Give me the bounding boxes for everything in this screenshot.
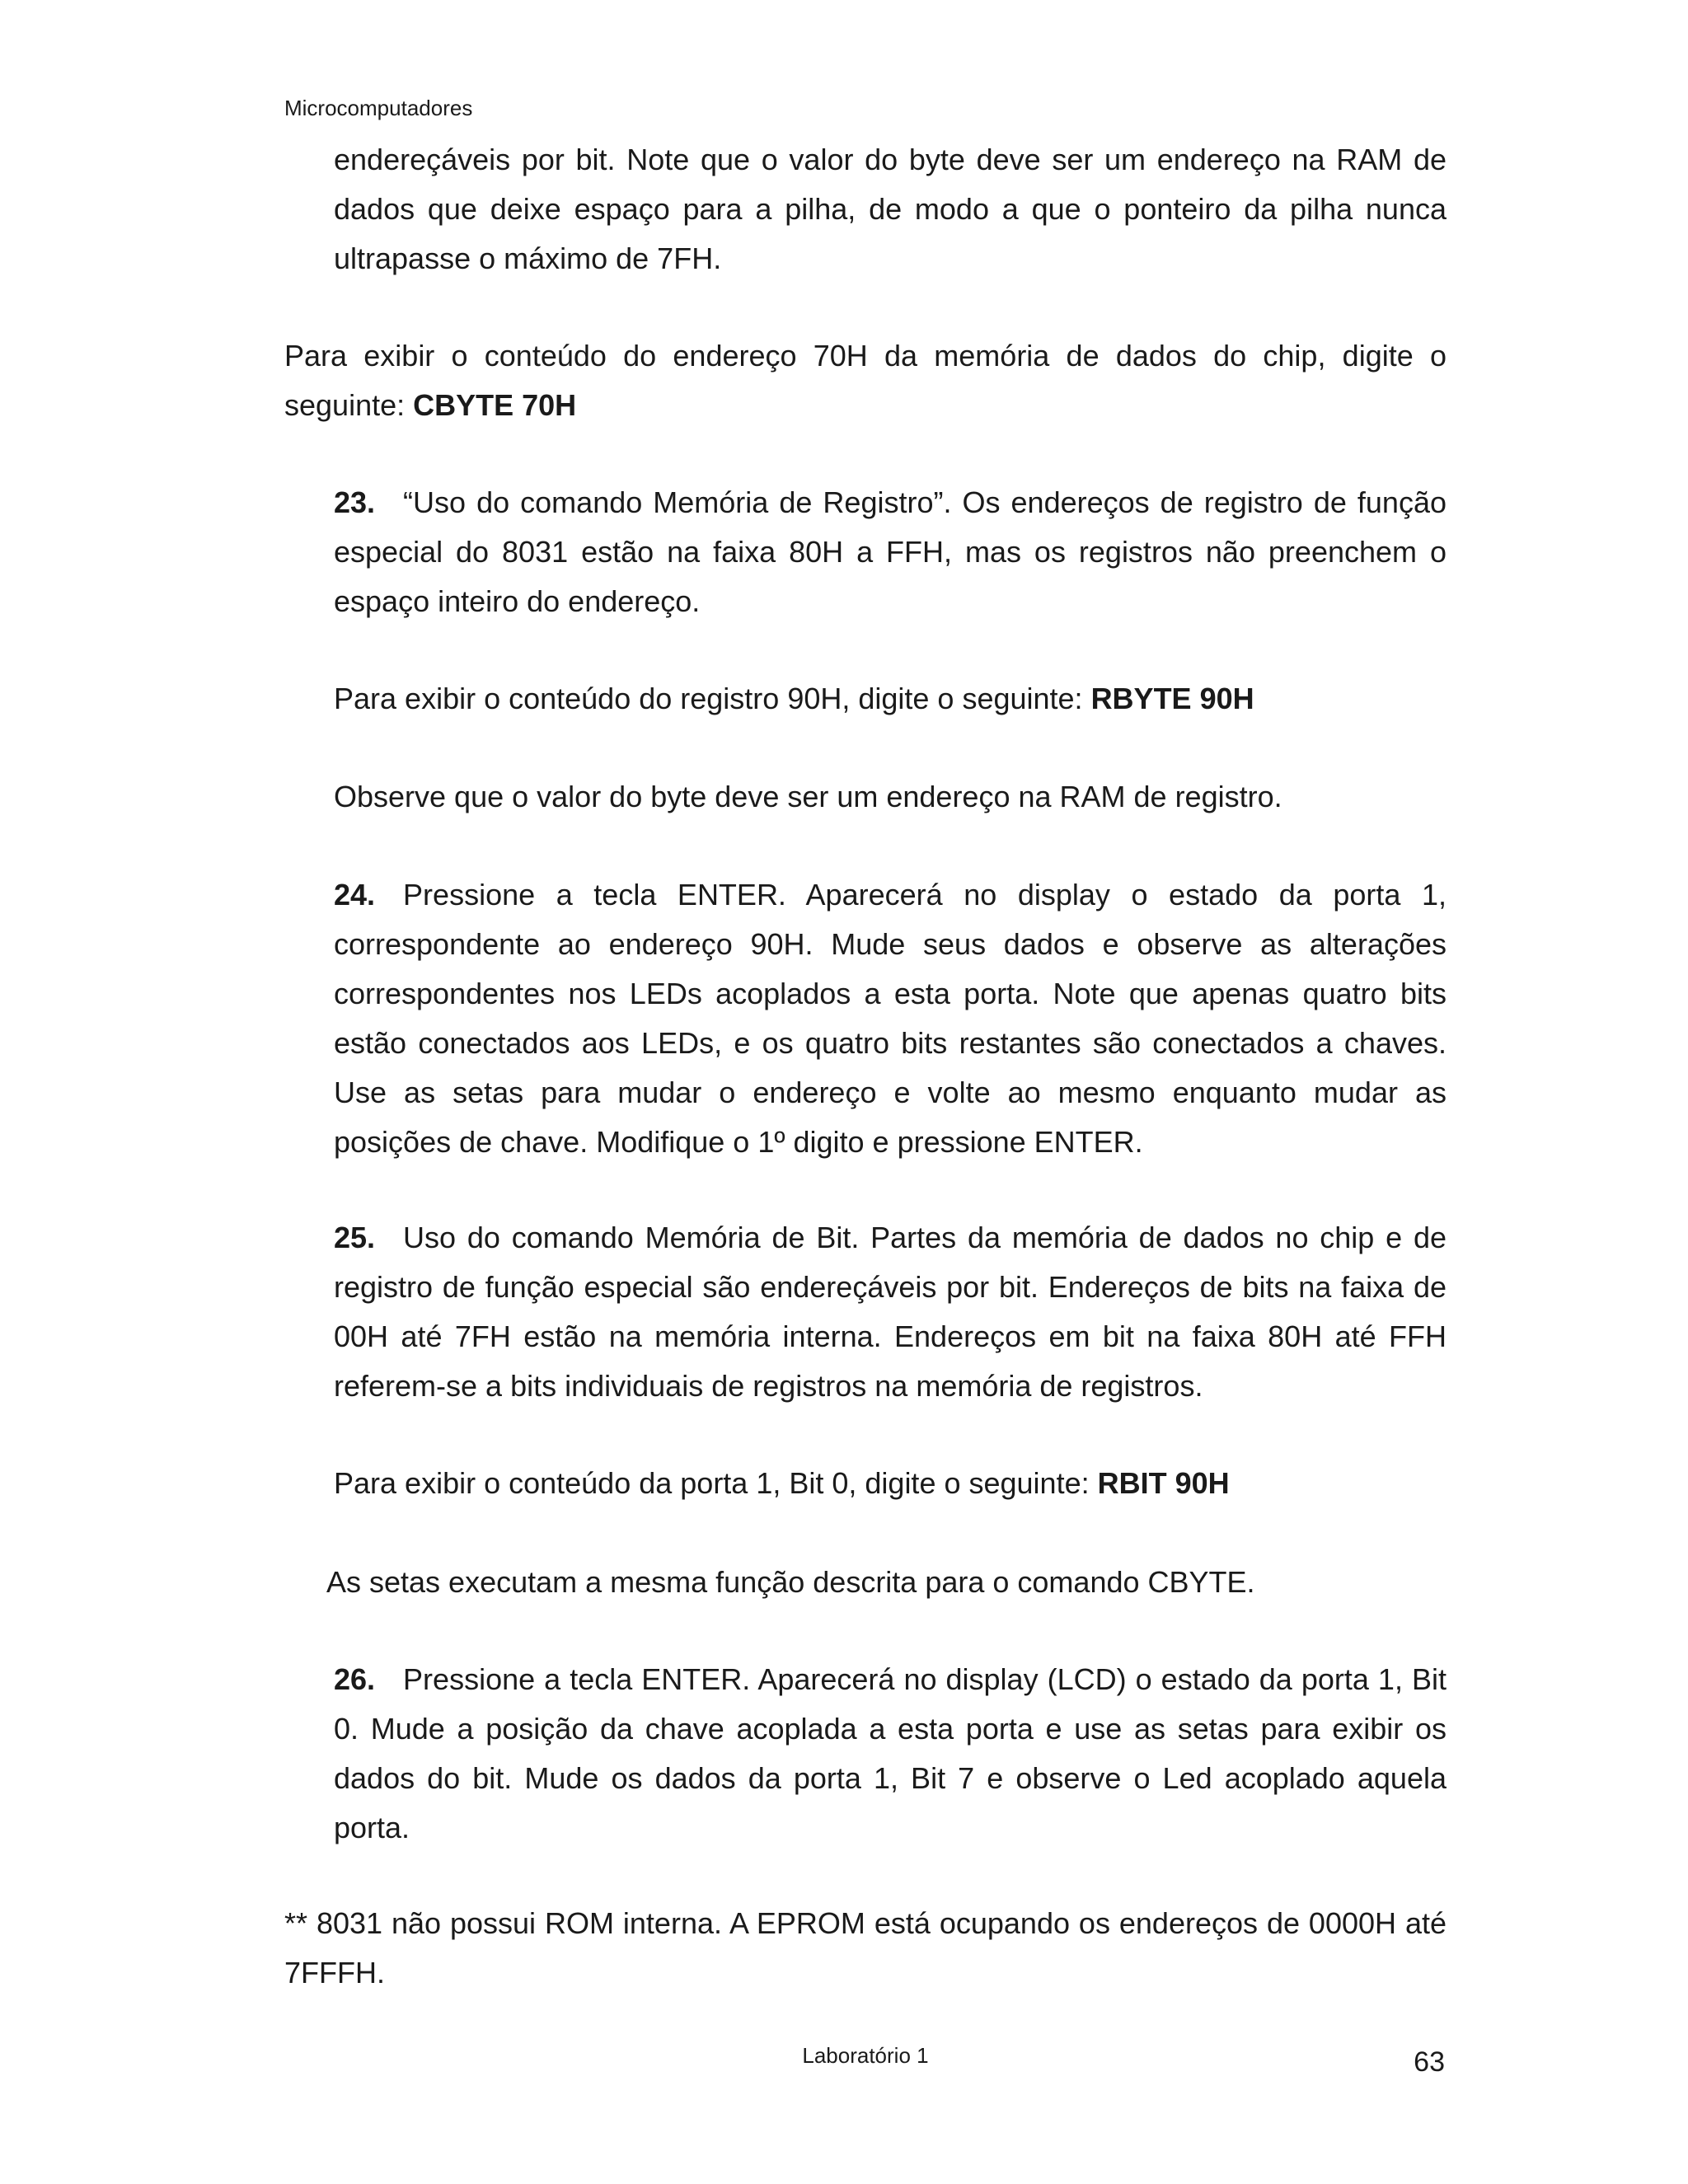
footer-section-label: Laboratório 1 <box>802 2043 929 2068</box>
page-number: 63 <box>1414 2046 1445 2078</box>
paragraph-rbyte <box>334 674 1447 724</box>
paragraph-cbyte-text: Para exibir o conteúdo do endereço 70H da memória de dados do chip, digite o seguinte: <box>284 339 1447 422</box>
list-item-26 <box>334 1655 1447 1853</box>
running-header: Microcomputadores <box>284 96 473 120</box>
paragraph-observe: Observe que o valor do byte deve ser um endereço na RAM de registro. <box>334 780 1282 813</box>
command-rbyte: RBYTE 90H <box>1090 682 1254 715</box>
paragraph-cbyte <box>284 331 1447 430</box>
paragraph-rbyte-text: Para exibir o conteúdo do registro 90H, digite o seguinte: <box>334 682 1091 715</box>
item-text-23: “Uso do comando Memória de Registro”. Os endereços de registro de função especial do 8031 estão na faixa 80H a FFH, mas os registros não preenchem o espaço inteiro do endereço. <box>334 485 1447 618</box>
footnote: ** 8031 não possui ROM interna. A EPROM está ocupando os endereços de 0000H até 7FFFH. <box>284 1906 1447 1990</box>
item-number-24: 24. <box>334 878 376 912</box>
item-number-26: 26. <box>334 1662 376 1696</box>
command-cbyte: CBYTE 70H <box>413 388 577 422</box>
paragraph-setas: As setas executam a mesma função descrita para o comando CBYTE. <box>326 1565 1255 1599</box>
paragraph-continuation: endereçáveis por bit. Note que o valor do byte deve ser um endereço na RAM de dados que deixe espaço para a pilha, de modo a que o ponteiro da pilha nunca ultrapasse o máximo de 7FH. <box>334 143 1447 275</box>
list-item-24 <box>334 870 1447 1167</box>
item-text-25: Uso do comando Memória de Bit. Partes da memória de dados no chip e de registro de função especial são endereçáveis por bit. Endereços de bits na faixa de 00H até 7FH estão na memória interna. Endereços em bit na faixa 80H até FFH referem-se a bits individuais de registros na memória de registros. <box>334 1221 1447 1403</box>
command-rbit: RBIT 90H <box>1097 1466 1230 1500</box>
item-text-26: Pressione a tecla ENTER. Aparecerá no display (LCD) o estado da porta 1, Bit 0. Mude a posição da chave acoplada a esta porta e use as setas para exibir os dados do bit. Mude os dados da porta 1, Bit 7 e observe o Led acoplado aquela porta. <box>334 1662 1447 1844</box>
item-number-25: 25. <box>334 1221 376 1254</box>
paragraph-rbit <box>334 1459 1447 1508</box>
paragraph-rbit-text: Para exibir o conteúdo da porta 1, Bit 0, digite o seguinte: <box>334 1466 1098 1500</box>
list-item-23 <box>334 478 1447 626</box>
item-text-24: Pressione a tecla ENTER. Aparecerá no display o estado da porta 1, correspondente ao endereço 90H. Mude seus dados e observe as alterações correspondentes nos LEDs acoplados a esta porta. Note que apenas quatro bits estão conectados aos LEDs, e os quatro bits restantes são conectados a chaves. Use as setas para mudar o endereço e volte ao mesmo enquanto mudar as posições de chave. Modifique o 1º digito e pressione ENTER. <box>334 878 1447 1159</box>
item-number-23: 23. <box>334 485 376 519</box>
list-item-25 <box>334 1213 1447 1411</box>
